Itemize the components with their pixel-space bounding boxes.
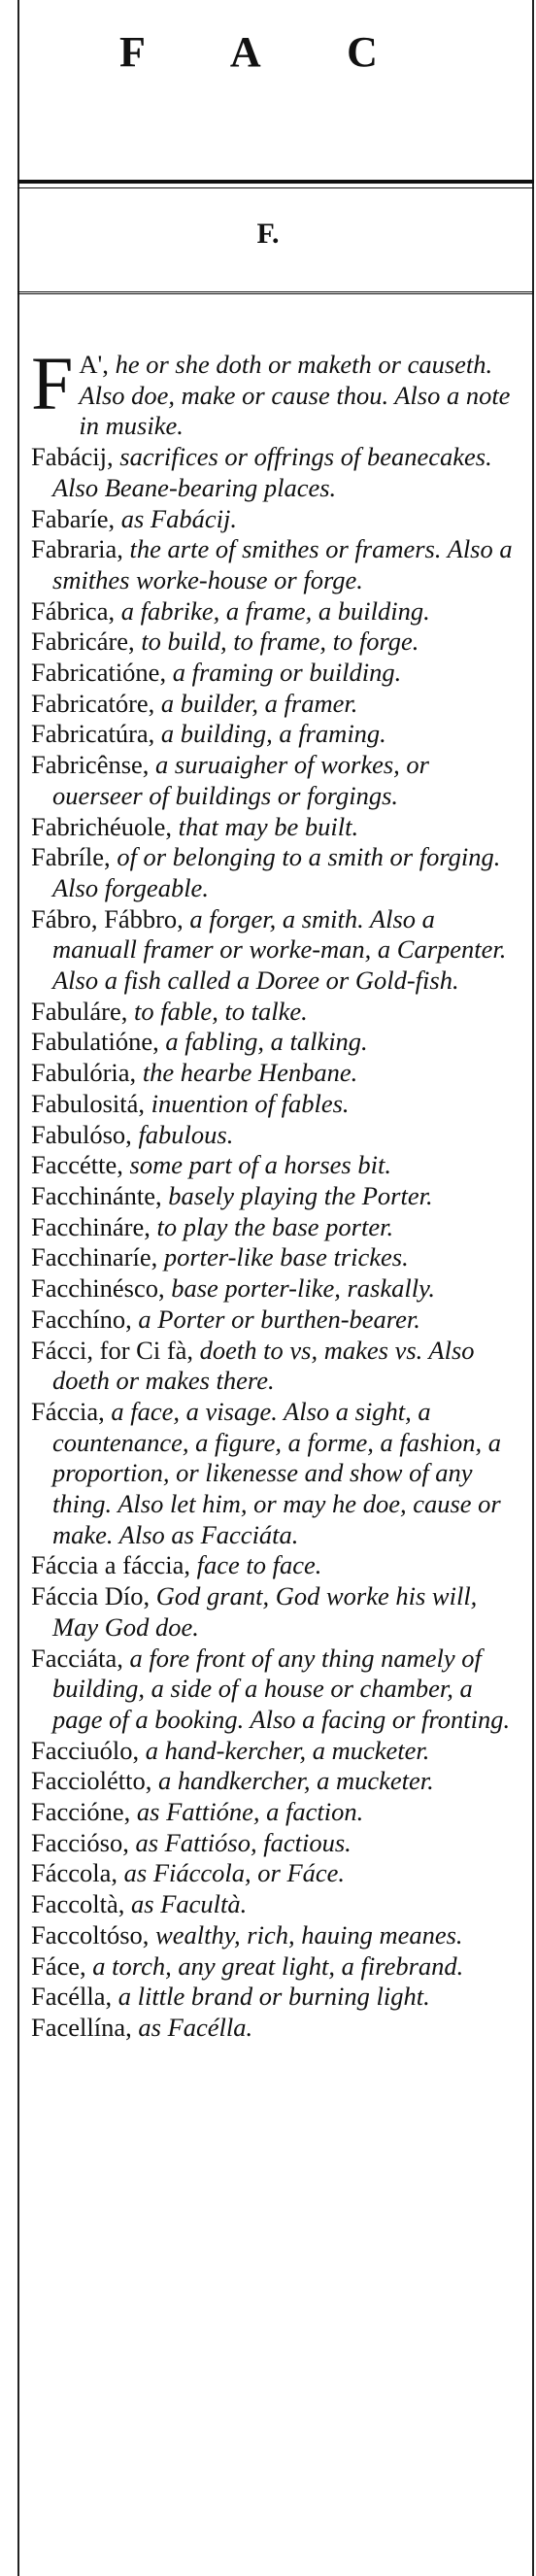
dictionary-entry	[31, 627, 522, 658]
entry-headword: Facchíno,	[31, 1304, 139, 1334]
entry-definition: the hearbe Henbane.	[142, 1058, 358, 1088]
entry-headword: Facchináre,	[31, 1211, 157, 1241]
entry-headword: Fabricatúra,	[31, 719, 161, 749]
entry-headword: Fabraria,	[31, 534, 130, 564]
dictionary-entry	[31, 1828, 522, 1859]
dictionary-entry	[31, 1581, 522, 1643]
entry-definition: doeth to vs, makes vs. Also doeth or makes there.	[52, 1335, 475, 1396]
entry-headword: Fáccia a fáccia,	[31, 1550, 197, 1580]
right-border-rule	[532, 0, 534, 2576]
entry-definition: a building, a framing.	[160, 719, 386, 749]
entry-headword: Fabácij,	[31, 442, 120, 472]
dictionary-entry	[31, 1150, 522, 1181]
section-rule	[17, 291, 534, 294]
dictionary-entry	[31, 1242, 522, 1273]
entry-headword: Fácci, for Ci fà,	[31, 1335, 200, 1365]
entry-headword: Facellína,	[31, 2012, 139, 2042]
entry-definition: as Fattióne, a faction.	[136, 1797, 364, 1827]
entry-headword: Fabulatióne,	[31, 1027, 166, 1057]
dictionary-entry	[31, 658, 522, 689]
running-head: F A C	[119, 28, 417, 76]
entry-headword: Fabricatóre,	[31, 688, 161, 718]
entry-definition: sacrifices or offrings of beanecakes. Also Beane-bearing places.	[52, 442, 492, 502]
entry-definition: that may be built.	[178, 811, 359, 841]
entry-definition: the arte of smithes or framers. Also a smithes worke-house or forge.	[52, 534, 513, 594]
dictionary-entry	[31, 1858, 522, 1889]
entry-headword: Facciolétto,	[31, 1766, 158, 1796]
entry-definition: to play the base porter.	[156, 1211, 394, 1241]
entry-definition: inuention of fables.	[151, 1088, 350, 1118]
entry-headword: Fabulositá,	[31, 1088, 151, 1118]
left-border-rule	[17, 0, 19, 2576]
dictionary-entry	[31, 1889, 522, 1920]
entry-definition: as Fattióso, factious.	[135, 1827, 352, 1857]
entry-headword: Fabricáre,	[31, 627, 142, 657]
entry-definition: face to face.	[196, 1550, 322, 1580]
entry-headword: Fabrichéuole,	[31, 811, 179, 841]
entry-headword: Facchinánte,	[31, 1180, 169, 1210]
entry-definition: a suruaigher of workes, or ouerseer of buildings or forgings.	[52, 750, 429, 810]
entry-list	[31, 341, 522, 2044]
entry-definition: as Fabácij.	[120, 503, 237, 533]
entry-definition: to fable, to talke.	[133, 996, 308, 1026]
dictionary-entry	[31, 1644, 522, 1736]
entry-headword: Fábrica,	[31, 595, 121, 626]
dictionary-entry	[31, 997, 522, 1028]
dictionary-entry	[31, 750, 522, 811]
entry-headword: Fabulóso,	[31, 1119, 139, 1149]
dictionary-entry	[31, 1397, 522, 1551]
dictionary-entry	[31, 1336, 522, 1397]
dictionary-entry	[31, 1181, 522, 1212]
dictionary-entry	[31, 1058, 522, 1089]
entry-headword: Faccoltà,	[31, 1889, 132, 1919]
entry-headword: Facciáta,	[31, 1643, 130, 1673]
entry-headword: Facélla,	[31, 1982, 118, 2012]
entry-definition: God grant, God worke his will, May God doe.	[52, 1581, 478, 1642]
entry-headword: Faccoltóso,	[31, 1919, 156, 1949]
dictionary-entry	[31, 1305, 522, 1336]
entry-headword: Facchinésco,	[31, 1273, 172, 1304]
dictionary-entry	[31, 1273, 522, 1305]
drop-cap: F	[31, 341, 74, 425]
dictionary-entry	[31, 341, 522, 442]
dictionary-entry	[31, 1951, 522, 1983]
entry-headword: Fabulória,	[31, 1058, 143, 1088]
dictionary-entry	[31, 442, 522, 503]
entry-headword: Faccétte,	[31, 1150, 130, 1180]
entry-definition: to build, to frame, to forge.	[141, 627, 419, 657]
entry-headword: Fabuláre,	[31, 996, 134, 1026]
entry-headword: Fáccia,	[31, 1396, 112, 1426]
dictionary-entry	[31, 1120, 522, 1151]
entry-definition: some part of a horses bit.	[129, 1150, 391, 1180]
entry-definition: a handkercher, a mucketer.	[158, 1766, 434, 1796]
dictionary-entry	[31, 534, 522, 595]
dictionary-entry	[31, 1797, 522, 1828]
entry-definition: a little brand or burning light.	[117, 1982, 430, 2012]
entry-definition: fabulous.	[138, 1119, 234, 1149]
entry-definition: a face, a visage. Also a sight, a countenance, a figure, a forme, a fashion, a proportion, or likenesse and show of any thing. Also let him, or may he doe, cause or make. Also as Facciáta.	[52, 1396, 501, 1549]
entry-headword: Facchinaríe,	[31, 1242, 164, 1272]
entry-definition: a fabling, a talking.	[165, 1027, 368, 1057]
dictionary-entry	[31, 719, 522, 750]
entry-definition: a builder, a framer.	[160, 688, 358, 718]
header-rule-thin	[17, 187, 534, 188]
dictionary-entry	[31, 1920, 522, 1951]
dictionary-entry	[31, 1550, 522, 1581]
entry-definition: as Fiáccola, or Fáce.	[123, 1858, 346, 1888]
entry-definition: a torch, any great light, a firebrand.	[92, 1950, 464, 1981]
dictionary-entry	[31, 504, 522, 535]
entry-definition: a hand-kercher, a mucketer.	[145, 1735, 430, 1765]
entry-definition: base porter-like, raskally.	[171, 1273, 436, 1304]
entry-headword: Fabaríe,	[31, 503, 121, 533]
entry-definition: basely playing the Porter.	[168, 1180, 433, 1210]
dictionary-entry	[31, 1089, 522, 1120]
entry-definition: as Facultà.	[131, 1889, 248, 1919]
dictionary-entry	[31, 1766, 522, 1797]
dictionary-entry	[31, 1982, 522, 2013]
entry-definition: a fabrike, a frame, a building.	[120, 595, 430, 626]
entry-definition: porter-like base trickes.	[163, 1242, 409, 1272]
entry-definition: a Porter or burthen-bearer.	[138, 1304, 420, 1334]
dictionary-entry	[31, 1027, 522, 1058]
dictionary-entry	[31, 842, 522, 903]
entry-definition: he or she doth or maketh or causeth. Also doe, make or cause thou. Also a note in musike.	[79, 350, 511, 441]
dictionary-entry	[31, 1736, 522, 1767]
entry-headword: Fabricatióne,	[31, 658, 173, 688]
entry-headword: Fábro, Fábbro,	[31, 903, 190, 933]
entry-definition: a fore front of any thing namely of building, a side of a house or chamber, a page of a booking. Also a facing or fronting.	[52, 1643, 511, 1734]
dictionary-entry	[31, 2013, 522, 2044]
entry-headword: Fáce,	[31, 1950, 93, 1981]
dictionary-entry	[31, 596, 522, 627]
entry-definition: wealthy, rich, hauing meanes.	[155, 1919, 463, 1949]
entry-headword: Fáccia Dío,	[31, 1581, 156, 1611]
entry-headword: Fáccola,	[31, 1858, 124, 1888]
header-rule	[17, 180, 534, 184]
entry-definition: a framing or building.	[172, 658, 402, 688]
section-letter-heading: F.	[256, 218, 280, 250]
entry-headword: Faccióso,	[31, 1827, 136, 1857]
dictionary-entry	[31, 689, 522, 720]
entry-headword: Fabríle,	[31, 842, 117, 872]
entry-headword: Faccióne,	[31, 1797, 137, 1827]
entry-definition: of or belonging to a smith or forging. Also forgeable.	[52, 842, 501, 902]
entry-definition: as Facélla.	[138, 2012, 253, 2042]
entry-definition: a forger, a smith. Also a manuall framer or worke-man, a Carpenter. Also a fish called a Doree or Gold-fish.	[52, 903, 507, 996]
dictionary-entry	[31, 904, 522, 997]
entry-headword: A',	[79, 350, 116, 379]
entry-headword: Facciuólo,	[31, 1735, 146, 1765]
dictionary-entry	[31, 812, 522, 843]
entry-headword: Fabricênse,	[31, 750, 156, 780]
dictionary-entry	[31, 1212, 522, 1243]
